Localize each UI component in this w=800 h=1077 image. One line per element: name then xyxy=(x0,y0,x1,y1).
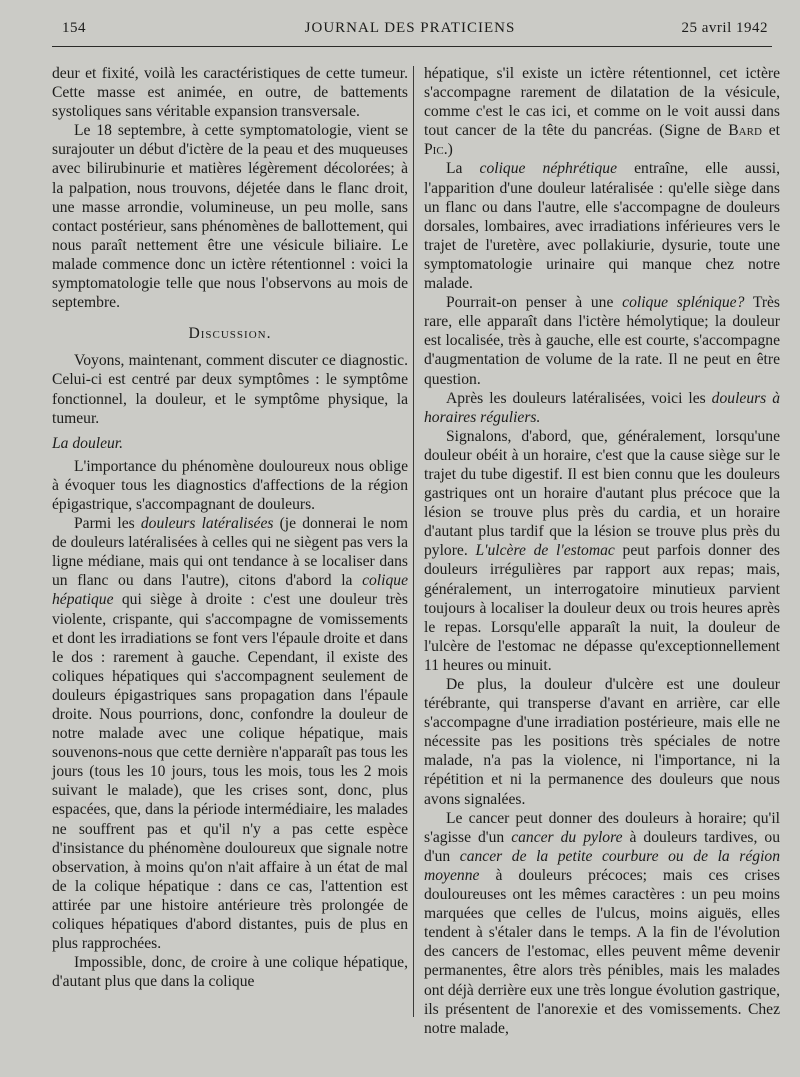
emphasis: douleurs à horaires réguliers. xyxy=(424,389,781,426)
journal-title: JOURNAL DES PRATICIENS xyxy=(304,20,516,36)
paragraph: Le 18 septembre, à cette symptomatologie, vient se surajouter un début d'ictère de la peau et des muqueuses avec bilirubinurie et matières légèrement décolorées; à la palpation, nous trouvons, déjetée dans le flanc droit, une masse arrondie, volumineuse, un peu molle, sans contact postérieur, sans phénomènes de ballottement, qui nous paraît nettement être une vésicule biliaire. Le malade commence donc un ictère rétentionnel : voici la symptomatologie telle que nous l'observons au mois de septembre. xyxy=(52,122,408,312)
subsection-heading: La douleur. xyxy=(52,434,124,452)
paragraph: hépatique, s'il existe un ictère rétentionnel, cet ictère s'accompagne rarement de dilatation de la vésicule, comme c'est le cas ici, et comme on le voit aussi dans tout cancer de la tête du pancréas. (Signe de Bard et Pic.) xyxy=(424,65,780,159)
page-number: 154 xyxy=(62,20,86,36)
paragraph: Le cancer peut donner des douleurs à horaire; qu'il s'agisse d'un cancer du pylore à douleurs tardives, ou d'un cancer de la petite courbure ou de la région moyenne à douleurs précoces; mais ces crises douloureuses ont les mêmes caractères : un peu moins marquées que celles de l'ulcus, moins aiguës, elles tendent à s'étaler dans le temps. A la fin de l'évolution des cancers de l'estomac, elles peuvent même devenir permanentes, être alors très pénibles, mais les malades ont déjà derrière eux une très longue évolution gastrique, ils présentent de l'anorexie et des vomissements. Chez notre malade, xyxy=(424,809,781,1037)
paragraph: Parmi les douleurs latéralisées (je donnerai le nom de douleurs latéralisées à celles qui ne siègent pas vers la ligne médiane, mais qui ont tendance à se localiser dans un flanc ou dans l'autre), citons d'abord la colique hépatique qui siège à droite : c'est une douleur très violente, crispante, qui s'accompagne de vomissements et dont les irradiations se font vers l'épaule droite et dans le dos : rarement à gauche. Cependant, il existe des coliques hépatiques qui s'accompagnent seulement de douleurs épigastriques sans propagation dans l'épaule droite. Nous pourrions, donc, confondre la douleur de notre malade avec une colique hépatique, mais souvenons-nous que cette dernière n'apparaît pas tous les jours (tous les 10 jours, tous les mois, tous les 2 mois suivant le malade), que les crises sont, donc, plus espacées, que, dans la période intermédiaire, les malades ne souffrent pas et qu'il n'y a pas cette espèce d'insistance du phénomène douloureux que signale notre observation, à moins qu'on n'ait affaire à un état de mal de la colique hépatique : dans ce cas, l'attention est attirée par une histoire antérieure très prolongée de coliques hépatiques d'abord distantes, puis de plus en plus rapprochées. xyxy=(52,515,408,953)
right-column xyxy=(424,64,780,1038)
emphasis: cancer de la petite courbure ou de la région moyenne xyxy=(424,847,780,884)
paragraph: Impossible, donc, de croire à une colique hépatique, d'autant plus que dans la colique xyxy=(52,954,408,991)
author-name: Bard xyxy=(728,122,762,140)
paragraph: L'importance du phénomène douloureux nous oblige à évoquer tous les diagnostics d'affections de la région épigastrique, s'accompagnant de douleurs. xyxy=(52,457,408,513)
running-header xyxy=(52,20,768,46)
paragraph: Après les douleurs latéralisées, voici les douleurs à horaires réguliers. xyxy=(424,389,781,426)
emphasis: colique néphrétique xyxy=(479,160,618,178)
emphasis: douleurs latéralisées xyxy=(140,515,274,533)
header-rule xyxy=(52,46,772,47)
paragraph: Signalons, d'abord, que, généralement, lorsqu'une douleur obéit à un horaire, c'est que la cause siège sur le trajet du tube digestif. Il est bien connu que les douleurs gastriques ont un horaire d'autant plus précoce que la lésion se trouve plus près du cardia, et un horaire d'autant plus tardif que la lésion se trouve plus près du pylore. L'ulcère de l'estomac peut parfois donner des douleurs irrégulières par rapport aux repas; mais, généralement, un interrogatoire minutieux parvient toujours à localiser la douleur deux ou trois heures après le repas. Lorsqu'elle apparaît la nuit, la douleur de l'ulcère de l'estomac ne dépasse qu'exceptionnellement 11 heures ou minuit. xyxy=(424,427,780,674)
issue-date: 25 avril 1942 xyxy=(681,20,768,36)
paragraph: Voyons, maintenant, comment discuter ce diagnostic. Celui-ci est centré par deux symptômes : le symptôme fonctionnel, la douleur, et le symptôme physique, la tumeur. xyxy=(52,352,408,427)
emphasis: colique hépatique xyxy=(52,572,408,609)
paragraph: Pourrait-on penser à une colique splénique? Très rare, elle apparaît dans l'ictère hémolytique; la douleur est localisée, très à gauche, elle est courte, s'accompagne d'augmentation de volume de la rate. Il ne peut en être question. xyxy=(424,294,780,388)
left-column xyxy=(52,64,408,991)
paragraph: La colique néphrétique entraîne, elle aussi, l'apparition d'une douleur latéralisée : qu'elle siège dans un flanc ou dans l'autre, elle s'accompagne de douleurs dorsales, lombaires, avec irradiations inférieures vers le trajet de l'uretère, avec pollakiurie, dysurie, toute une symptomatologie urinaire qui manque chez notre malade. xyxy=(424,160,780,293)
paragraph: deur et fixité, voilà les caractéristiques de cette tumeur. Cette masse est animée, en outre, de battements systoliques sans véritable expansion transversale. xyxy=(52,65,408,121)
column-divider xyxy=(413,66,414,1017)
section-heading: Discussion. xyxy=(188,325,272,343)
emphasis: cancer du pylore xyxy=(511,828,623,846)
paragraph: De plus, la douleur d'ulcère est une douleur térébrante, qui transperse d'avant en arrière, car elle s'accompagne d'une irradiation postérieure, mais elle ne nécessite pas les positions très spéciales de notre malade, n'a pas la violence, ni l'importance, ni la répétition et ni la permanence des douleurs que nous avons signalées. xyxy=(424,676,780,808)
author-name: Pic xyxy=(424,141,444,159)
emphasis: colique splénique? xyxy=(622,294,745,312)
emphasis: L'ulcère de l'estomac xyxy=(475,542,615,560)
